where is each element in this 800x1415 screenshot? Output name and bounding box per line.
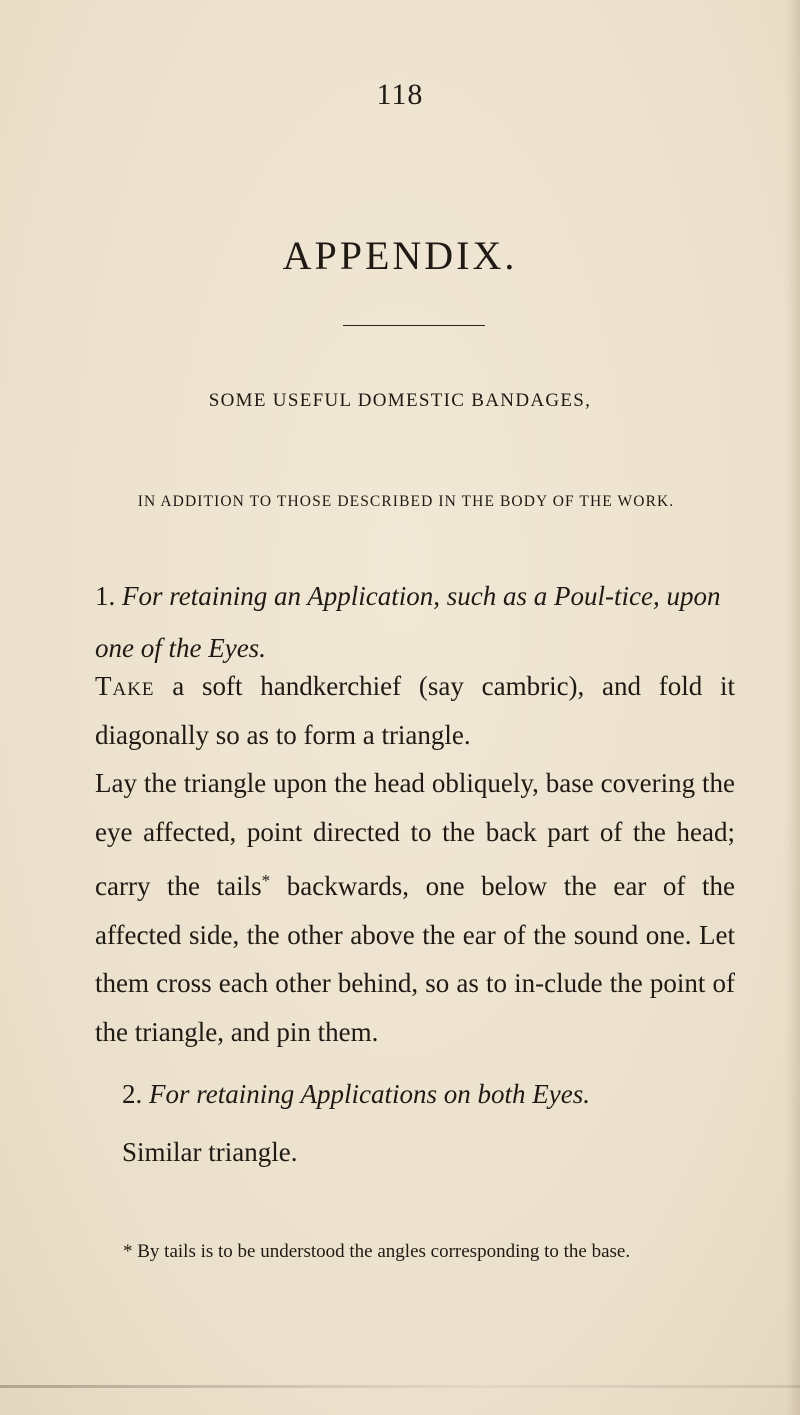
footnote: [95, 1235, 735, 1269]
footnote-text: By tails is to be understood the angles corresponding to the base.: [137, 1241, 631, 1262]
section-2-body: Similar triangle.: [122, 1137, 298, 1167]
page-number: 118: [376, 78, 424, 111]
footnote-marker: *: [261, 870, 271, 890]
lead-word: Take: [95, 671, 155, 701]
page-title: APPENDIX.: [282, 233, 518, 278]
section-1-title: For retaining an Application, such as a Poul-tice, upon one of the Eyes.: [95, 581, 721, 663]
footnote-symbol: *: [123, 1241, 133, 1262]
section-1-paragraph-2: Lay the triangle upon the head obliquely, base covering the eye affected, point directed to the back part of the head; carry the tails* backwards, one below the ear of the affected side, the other above the ear of the sound one. Let them cross each other behind, so as to in-clude the point of the triangle, and pin them.: [95, 768, 735, 1047]
section-subtitle-secondary: IN ADDITION TO THOSE DESCRIBED IN THE BODY OF THE WORK.: [137, 493, 675, 510]
section-2-number: 2.: [122, 1079, 143, 1109]
section-2-heading: [122, 1068, 742, 1120]
section-2-title: For retaining Applications on both Eyes.: [149, 1079, 590, 1109]
section-1-number: 1.: [95, 581, 116, 611]
section-1-heading: [95, 570, 735, 674]
bottom-edge-wear: [0, 1385, 800, 1388]
section-subtitle: SOME USEFUL DOMESTIC BANDAGES,: [208, 390, 592, 411]
section-1-paragraph-1: Take a soft handkerchief (say cambric), and fold it diagonally so as to form a triangle.: [95, 671, 735, 750]
section-1-body: [95, 662, 735, 1057]
divider-rule: [343, 325, 485, 326]
page-edge-shadow: [786, 0, 800, 1415]
